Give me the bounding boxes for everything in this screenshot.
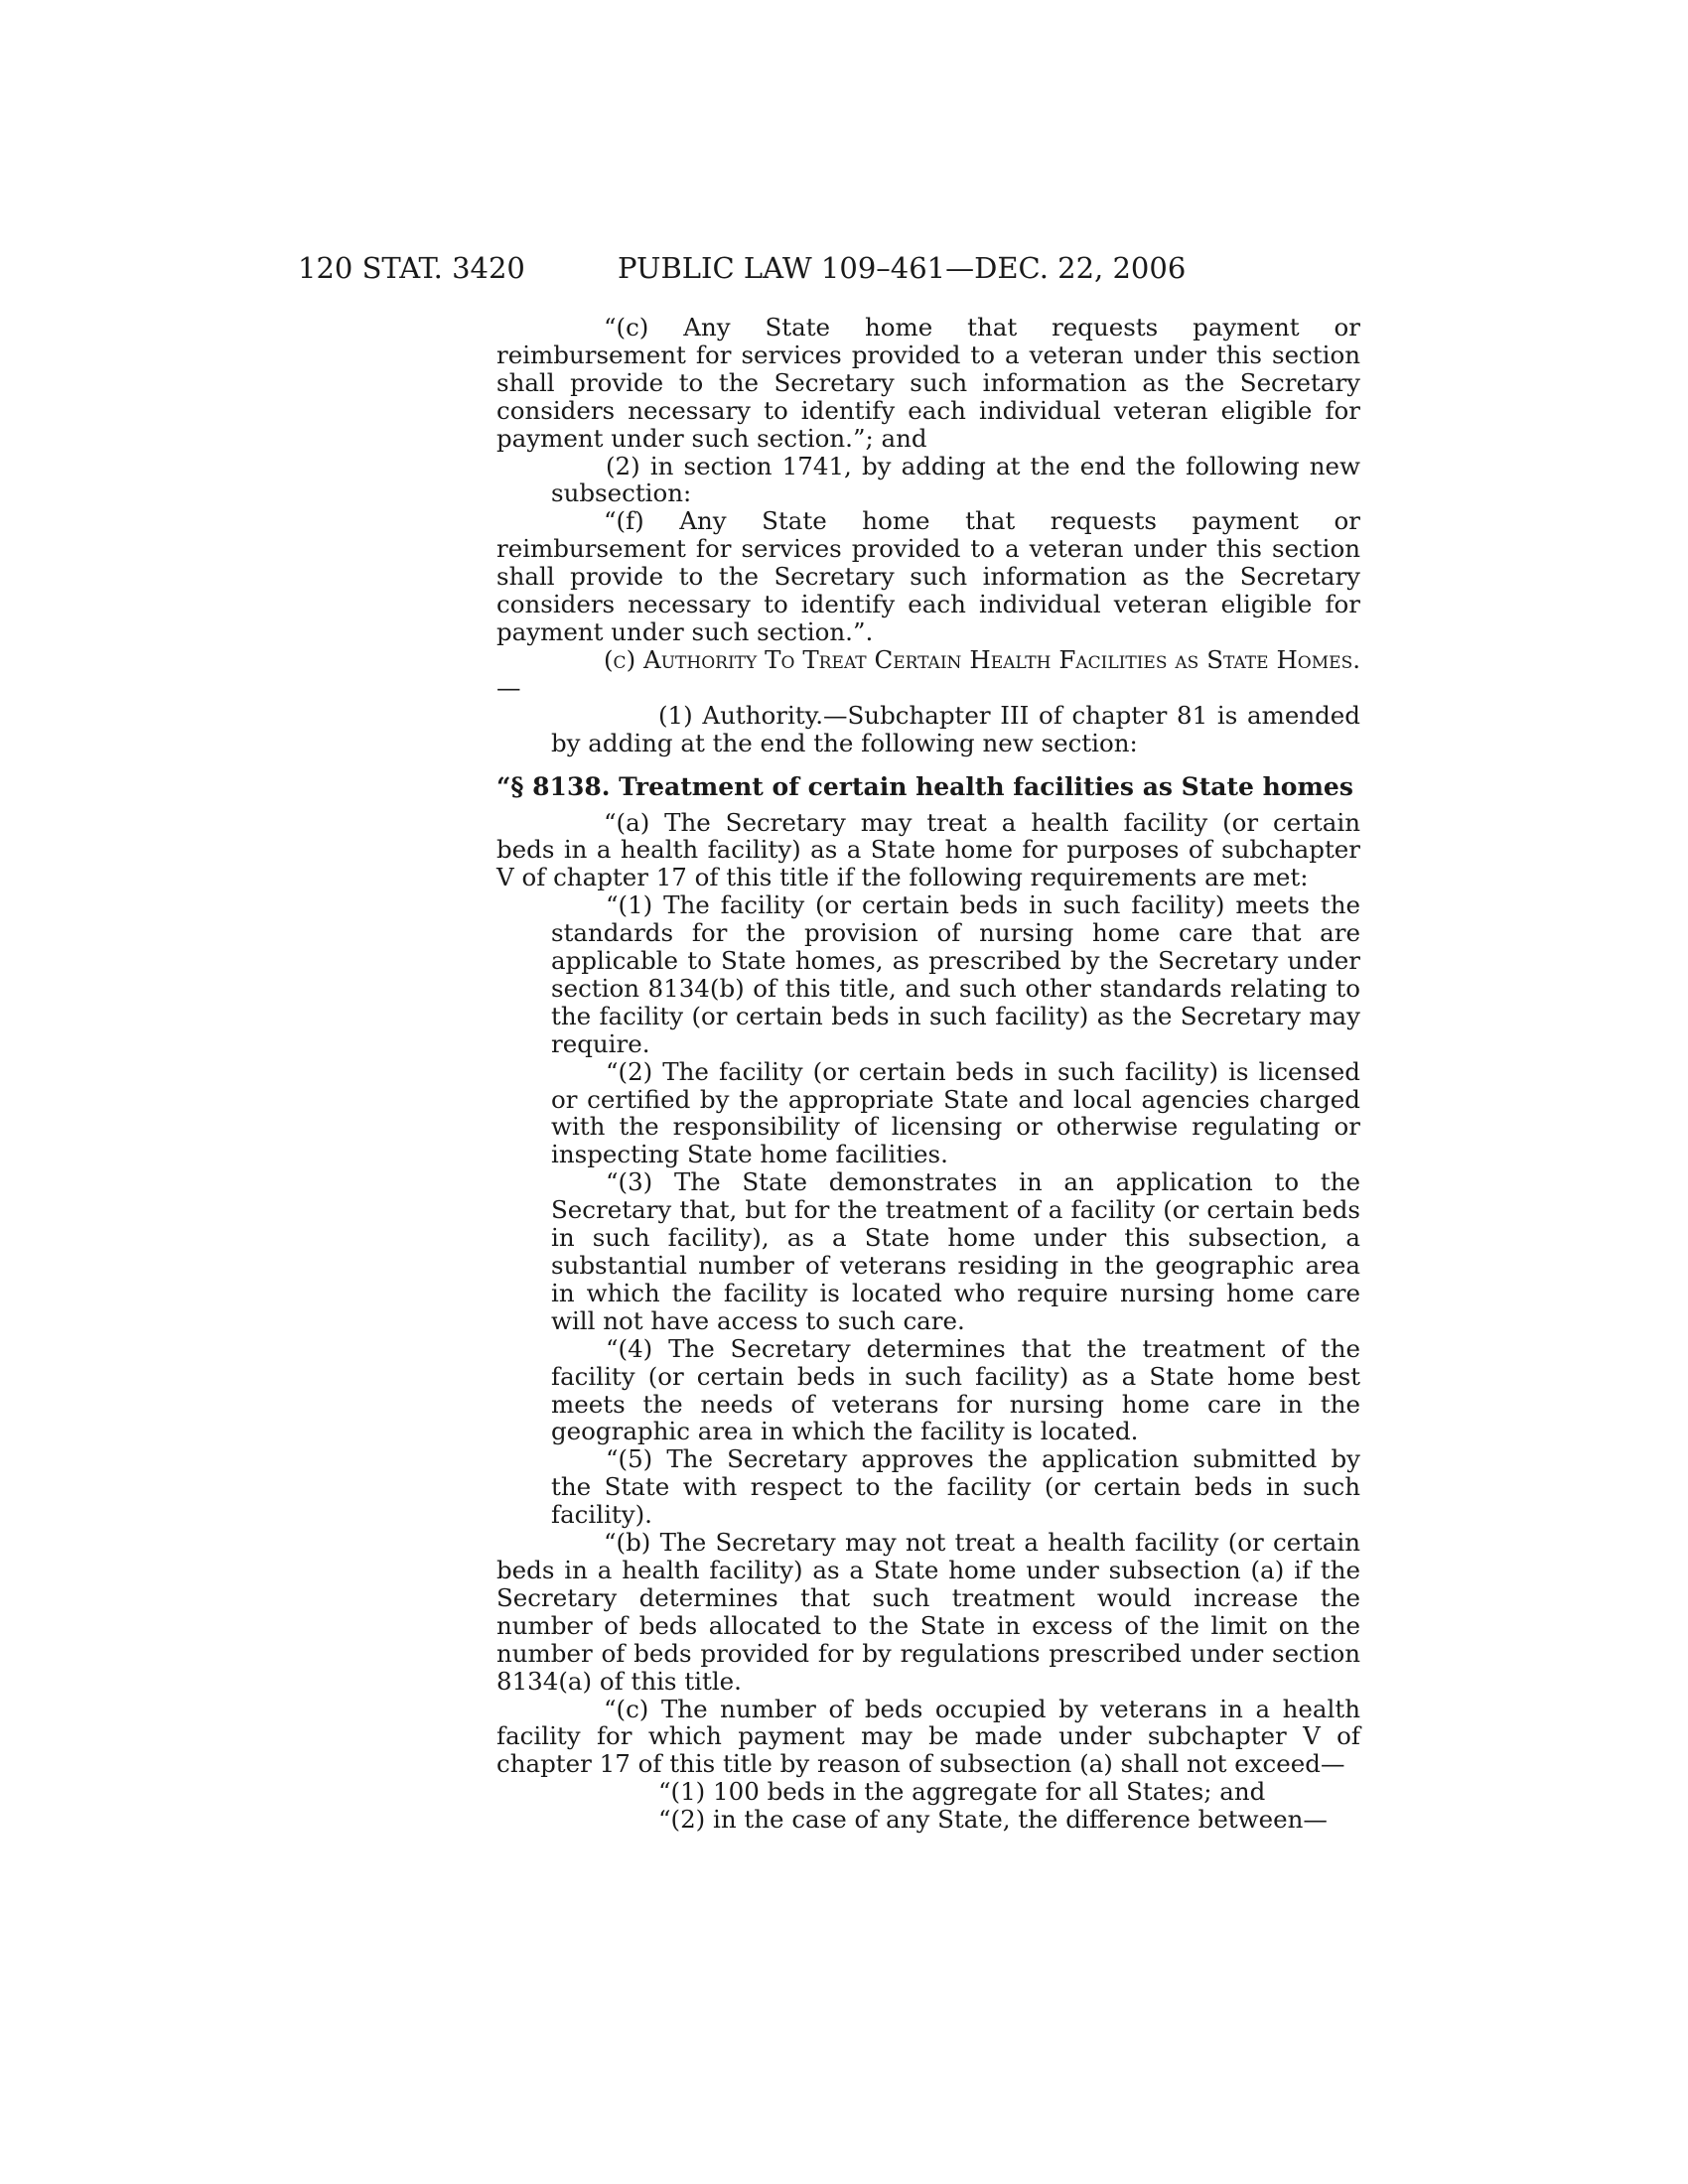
section-text-b: “(b) The Secretary may not treat a health facility (or certain beds in a health facility) as a State home under subsection (a) if the Secretary determines that such treatment would increase the number of beds allocated to the State in excess of the limit on the number of beds provided for by regulations prescribed under section 8134(a) of this title. xyxy=(496,1528,1360,1696)
limit-2: “(2) in the case of any State, the difference between— xyxy=(658,1805,1328,1835)
paragraph-1-authority: (1) Authority.—Subchapter III of chapter 81 is amended by adding at the end the following new section: xyxy=(551,700,1360,757)
section-text-c: “(c) The number of beds occupied by veterans in a health facility for which payment may be made under subchapter V of chapter 17 of this title by reason of subsection (a) shall not exceed— xyxy=(496,1694,1360,1779)
page-header xyxy=(298,248,1370,288)
requirement-1: “(1) The facility (or certain beds in such facility) meets the standards for the provision of nursing home care that are applicable to State homes, as prescribed by the Secretary under section 8134(b) of this title, and such other standards relating to the facility (or certain beds in such facility) as the Secretary may require. xyxy=(551,890,1360,1058)
section-text-a: “(a) The Secretary may treat a health facility (or certain beds in a health facility) as a State home for purposes of subchapter V of chapter 17 of this title if the following requirements are met: xyxy=(496,807,1360,892)
stat-citation: 120 STAT. 3420 xyxy=(298,251,525,285)
paragraph-f-state-home: “(f) Any State home that requests payment or reimbursement for services provided to a veteran under this section shall provide to the Secretary such information as the Secretary considers necessary to identify each individual veteran eligible for payment under such section.”. xyxy=(496,506,1360,646)
subsection-c-heading: (c) Authority To Treat Certain Health Facilities as State Homes.— xyxy=(496,644,1360,702)
paragraph-c-state-home: “(c) Any State home that requests payment or reimbursement for services provided to a veteran under this section shall provide to the Secretary such information as the Secretary considers necessary to identify each individual veteran eligible for payment under such section.”; and xyxy=(496,313,1360,453)
requirement-3: “(3) The State demonstrates in an application to the Secretary that, but for the treatment of a facility (or certain beds in such facility), as a State home under this subsection, a substantial number of veterans residing in the geographic area in which the facility is located who require nursing home care will not have access to such care. xyxy=(551,1167,1360,1335)
paragraph-2-section-1741: (2) in section 1741, by adding at the end the following new subsection: xyxy=(551,451,1360,508)
requirement-5: “(5) The Secretary approves the application submitted by the State with respect to the facility (or certain beds in such facility). xyxy=(551,1444,1360,1530)
section-8138-heading: “§ 8138. Treatment of certain health facilities as State homes xyxy=(496,771,1353,801)
requirement-4: “(4) The Secretary determines that the treatment of the facility (or certain beds in such facility) as a State home best meets the needs of veterans for nursing home care in the geographic area in which the facility is located. xyxy=(551,1333,1360,1446)
limit-1: “(1) 100 beds in the aggregate for all States; and xyxy=(658,1777,1266,1807)
document-body xyxy=(496,314,1360,1834)
requirement-2: “(2) The facility (or certain beds in such facility) is licensed or certified by the appropriate State and local agencies charged with the responsibility of licensing or otherwise regulating or inspecting State home facilities. xyxy=(551,1056,1360,1169)
law-title: PUBLIC LAW 109–461—DEC. 22, 2006 xyxy=(618,251,1187,285)
